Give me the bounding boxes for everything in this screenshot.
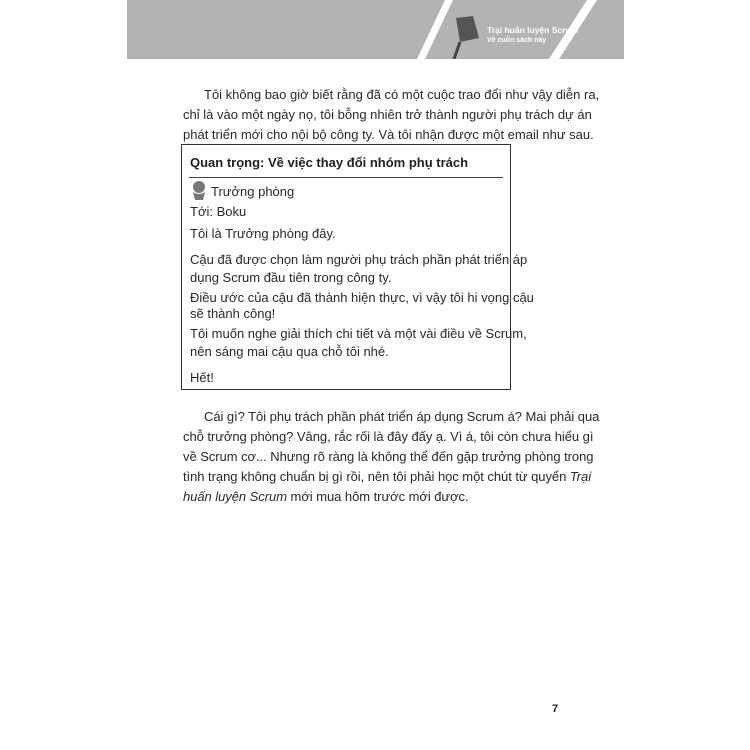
email-greeting: Tôi là Trưởng phòng đây. [190, 226, 336, 241]
intro-paragraph [183, 85, 600, 145]
page-number: 7 [552, 703, 559, 715]
header-title: Trại huấn luyện Scrum [487, 25, 579, 35]
intro-line: phát triển mới cho nội bộ công ty. Và tôi nhận được một email như sau. [183, 127, 594, 142]
followup-line-text: tình trạng không chuẩn bị gì rồi, nên tôi phải học một chút từ quyển [183, 469, 567, 484]
header-subtitle: Về cuốn sách này [487, 37, 547, 44]
book-title-end: huấn luyện Scrum [183, 489, 287, 504]
flag-icon [456, 16, 479, 42]
followup-tail: mới mua hôm trước mới được. [286, 489, 469, 504]
intro-line: chỉ là vào một ngày nọ, tôi bỗng nhiên trở thành người phụ trách dự án [183, 107, 592, 122]
followup-line [183, 467, 592, 487]
followup-paragraph [183, 407, 600, 507]
person-icon [190, 180, 208, 202]
followup-line: về Scrum cơ... Nhưng rõ ràng là không thể đến gặp trưởng phòng trong [183, 449, 594, 464]
followup-line: Cái gì? Tôi phụ trách phần phát triển áp dụng Scrum á? Mai phải qua [204, 409, 600, 424]
email-body-line: nên sáng mai cậu qua chỗ tôi nhé. [190, 344, 389, 359]
email-divider [189, 177, 503, 178]
email-body-line: sẽ thành công! [190, 306, 276, 321]
email-body-line: Tôi muốn nghe giải thích chi tiết và một vài điều về Scrum, [190, 326, 527, 341]
book-title-start: Trại [569, 469, 592, 484]
email-sender: Trưởng phòng [211, 184, 295, 199]
email-closing: Hết! [190, 370, 214, 385]
header-stripe-1 [417, 0, 453, 59]
email-body-line: Cậu đã được chọn làm người phụ trách phần phát triển áp [190, 252, 528, 267]
flag-pole-icon [454, 42, 460, 59]
intro-line: Tôi không bao giờ biết rằng đã có một cuộc trao đổi như vậy diễn ra, [204, 87, 600, 102]
followup-line: chỗ trưởng phòng? Vâng, rắc rối là đây đấy ạ. Vì á, tôi còn chưa hiểu gì [183, 429, 594, 444]
email-recipient: Tới: Boku [190, 204, 247, 219]
followup-line [183, 487, 561, 507]
email-body-line: Điều ước của cậu đã thành hiện thực, vì vậy tôi hi vọng cậu [190, 290, 534, 305]
email-body-line: dụng Scrum đầu tiên trong công ty. [190, 270, 392, 285]
email-subject: Quan trọng: Về việc thay đổi nhóm phụ trách [190, 155, 469, 170]
